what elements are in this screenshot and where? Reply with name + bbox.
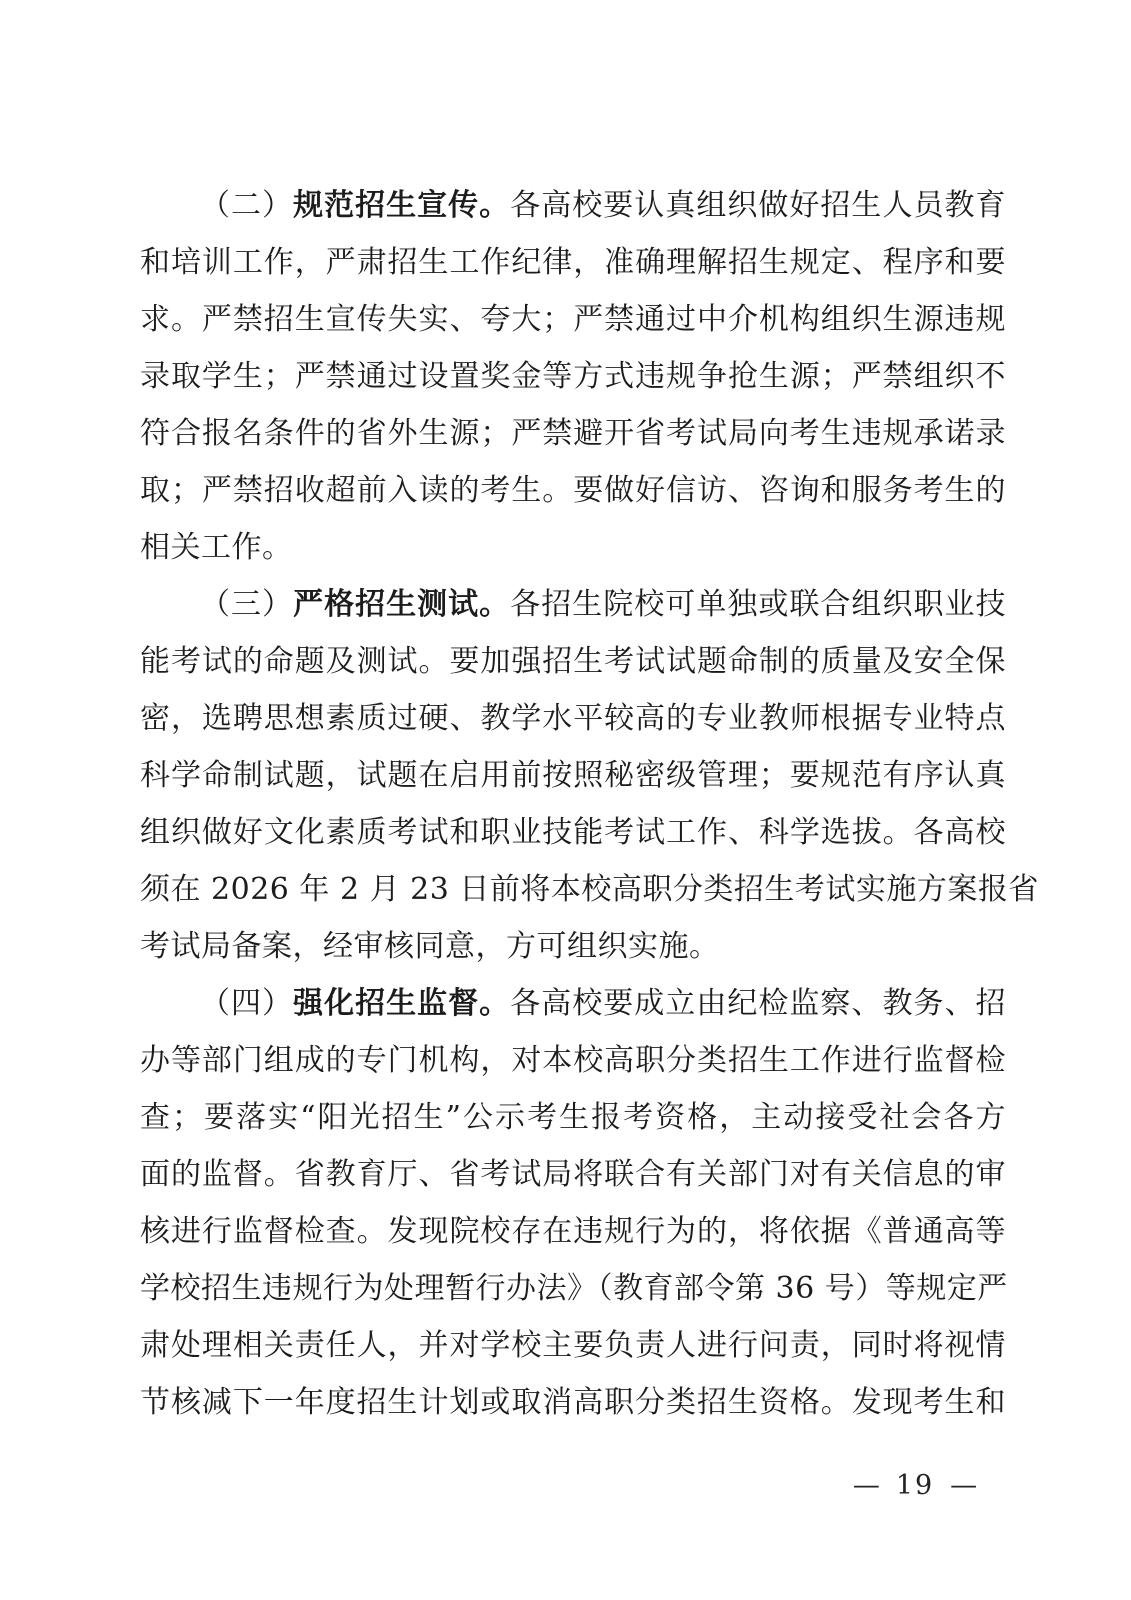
section-lead-text: 各高校要认真组织做好招生人员教育 [510, 188, 1007, 223]
text-line: 学校招生违规行为处理暂行办法》（教育部令第 36 号）等规定严 [140, 1271, 1008, 1306]
text-line: 符合报名条件的省外生源；严禁避开省考试局向考生违规承诺录 [140, 416, 1006, 451]
paragraph [140, 177, 1006, 576]
section-lead-text: 各高校要成立由纪检监察、教务、招 [510, 986, 1007, 1021]
text-line: 密，选聘思想素质过硬、教学水平较高的专业教师根据专业特点 [140, 701, 1006, 736]
text-line: 考试局备案，经审核同意，方可组织实施。 [140, 929, 720, 964]
section-heading: 规范招生宣传。 [293, 188, 511, 223]
section-number: （二） [200, 188, 294, 223]
section-number: （四） [200, 986, 294, 1021]
section-number: （三） [200, 587, 294, 622]
text-line: 须在 2026 年 2 月 23 日前将本校高职分类招生考试实施方案报省 [140, 872, 1039, 907]
text-line: 肃处理相关责任人，并对学校主要负责人进行问责，同时将视情 [140, 1328, 1006, 1363]
text-line: 组织做好文化素质考试和职业技能考试工作、科学选拔。各高校 [140, 815, 1006, 850]
text-line: 核进行监督检查。发现院校存在违规行为的，将依据《普通高等 [140, 1214, 1006, 1249]
page-number [845, 1470, 985, 1501]
paragraph [140, 975, 1006, 1431]
text-line [140, 975, 1006, 1032]
page-number-dash-left: — [852, 1470, 880, 1501]
text-line: 相关工作。 [140, 530, 293, 565]
text-line: 录取学生；严禁通过设置奖金等方式违规争抢生源；严禁组织不 [140, 359, 1006, 394]
text-line: 能考试的命题及测试。要加强招生考试试题命制的质量及安全保 [140, 644, 1006, 679]
text-line: 面的监督。省教育厅、省考试局将联合有关部门对有关信息的审 [140, 1157, 1006, 1192]
text-line: 查；要落实“阳光招生”公示考生报考资格，主动接受社会各方 [140, 1100, 1006, 1135]
text-line: 和培训工作，严肃招生工作纪律，准确理解招生规定、程序和要 [140, 245, 1006, 280]
text-line: 节核减下一年度招生计划或取消高职分类招生资格。发现考生和 [140, 1385, 1006, 1420]
text-line [140, 576, 1006, 633]
text-line: 取；严禁招收超前入读的考生。要做好信访、咨询和服务考生的 [140, 473, 1006, 508]
section-heading: 强化招生监督。 [293, 986, 511, 1021]
text-line: 求。严禁招生宣传失实、夸大；严禁通过中介机构组织生源违规 [140, 302, 1006, 337]
text-line: 办等部门组成的专门机构，对本校高职分类招生工作进行监督检 [140, 1043, 1006, 1078]
page-number-dash-right: — [950, 1470, 978, 1501]
text-block [140, 177, 1039, 1431]
section-lead-text: 各招生院校可单独或联合组织职业技 [510, 587, 1007, 622]
text-line: 科学命制试题，试题在启用前按照秘密级管理；要规范有序认真 [140, 758, 1006, 793]
section-heading: 严格招生测试。 [293, 587, 511, 622]
page-number-value: 19 [895, 1470, 935, 1501]
text-line [140, 177, 1006, 234]
paragraph [140, 576, 1039, 975]
